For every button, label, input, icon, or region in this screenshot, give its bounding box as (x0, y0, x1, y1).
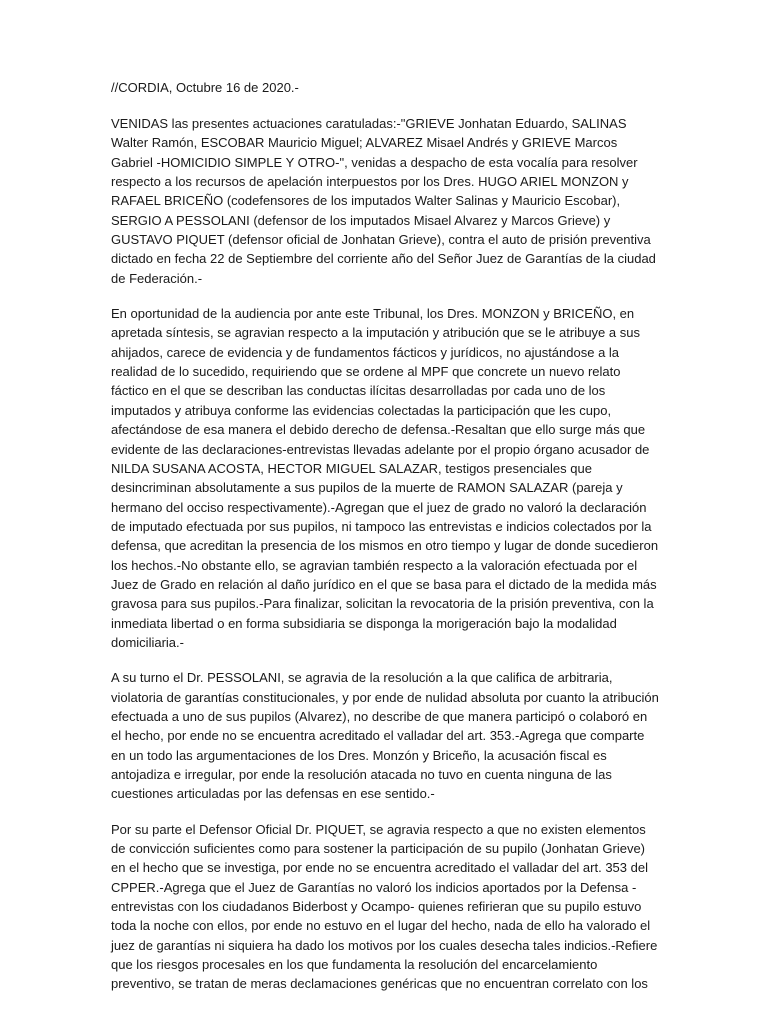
paragraph-pessolani-grievances: A su turno el Dr. PESSOLANI, se agravia de la resolución a la que califica de arbitraria, violatoria de garantías constitucionales, y por ende de nulidad absoluta por cuanto la atribución efectuada a uno de sus pupilos (Alvarez), no describe de que manera participó o colaboró en el hecho, por ende no se encuentra acreditado el valladar del art. 353.-Agrega que comparte en un todo las argumentaciones de los Dres. Monzón y Briceño, la acusación fiscal es antojadiza e irregular, por ende la resolución atacada no tuvo en cuenta ninguna de las cuestiones articuladas por las defensas en ese sentido.- (111, 670, 659, 802)
document-page (111, 78, 659, 1010)
document-date-heading: //CORDIA, Octubre 16 de 2020.- (111, 80, 299, 95)
paragraph-case-caption: VENIDAS las presentes actuaciones caratuladas:-"GRIEVE Jonhatan Eduardo, SALINAS Walter Ramón, ESCOBAR Mauricio Miguel; ALVAREZ Misael Andrés y GRIEVE Marcos Gabriel -HOMICIDIO SIMPLE Y OTRO-", venidas a despacho de esta vocalía para resolver respecto a los recursos de apelación interpuestos por los Dres. HUGO ARIEL MONZON y RAFAEL BRICEÑO (codefensores de los imputados Walter Salinas y Mauricio Escobar), SERGIO A PESSOLANI (defensor de los imputados Misael Alvarez y Marcos Grieve) y GUSTAVO PIQUET (defensor oficial de Jonhatan Grieve), contra el auto de prisión preventiva dictado en fecha 22 de Septiembre del corriente año del Señor Juez de Garantías de la ciudad de Federación.- (111, 116, 656, 286)
paragraph-monzon-briceno-grievances: En oportunidad de la audiencia por ante este Tribunal, los Dres. MONZON y BRICEÑO, en apretada síntesis, se agravian respecto a la imputación y atribución que se le atribuye a sus ahijados, carece de evidencia y de fundamentos fácticos y jurídicos, no ajustándose a la realidad de lo sucedido, requiriendo que se ordene al MPF que concrete un nuevo relato fáctico en el que se describan las conductas ilícitas desarrolladas por cada uno de los imputados y atribuya conforme las evidencias colectadas la participación que les cupo, afectándose de esa manera el debido derecho de defensa.-Resaltan que ello surge más que evidente de las declaraciones-entrevistas llevadas adelante por el propio órgano acusador de NILDA SUSANA ACOSTA, HECTOR MIGUEL SALAZAR, testigos presenciales que desincriminan absolutamente a sus pupilos de la muerte de RAMON SALAZAR (pareja y hermano del occiso respectivamente).-Agregan que el juez de grado no valoró la declaración de imputado efectuada por sus pupilos, ni tampoco las entrevistas e indicios colectados por la defensa, que acreditan la presencia de los mismos en otro tiempo y lugar de donde sucedieron los hechos.-No obstante ello, se agravian también respecto a la valoración efectuada por el Juez de Grado en relación al daño jurídico en el que se basa para el dictado de la medida más gravosa para sus pupilos.-Para finalizar, solicitan la revocatoria de la prisión preventiva, con la inmediata libertad o en forma subsidiaria se disponga la morigeración bajo la modalidad domiciliaria.- (111, 306, 659, 650)
paragraph-piquet-grievances: Por su parte el Defensor Oficial Dr. PIQUET, se agravia respecto a que no existen elementos de convicción suficientes como para sostener la participación de su pupilo (Jonhatan Grieve) en el hecho que se investiga, por ende no se encuentra acreditado el valladar del art. 353 del CPPER.-Agrega que el Juez de Garantías no valoró los indicios aportados por la Defensa -entrevistas con los ciudadanos Biderbost y Ocampo- quienes refirieran que su pupilo estuvo toda la noche con ellos, por ende no estuvo en el lugar del hecho, nada de ello ha valorado el juez de garantías ni siquiera ha dado los motivos por los cuales desecha tales indicios.-Refiere que los riesgos procesales en los que fundamenta la resolución del encarcelamiento preventivo, se tratan de meras declamaciones genéricas que no encuentran correlato con los (111, 821, 658, 992)
